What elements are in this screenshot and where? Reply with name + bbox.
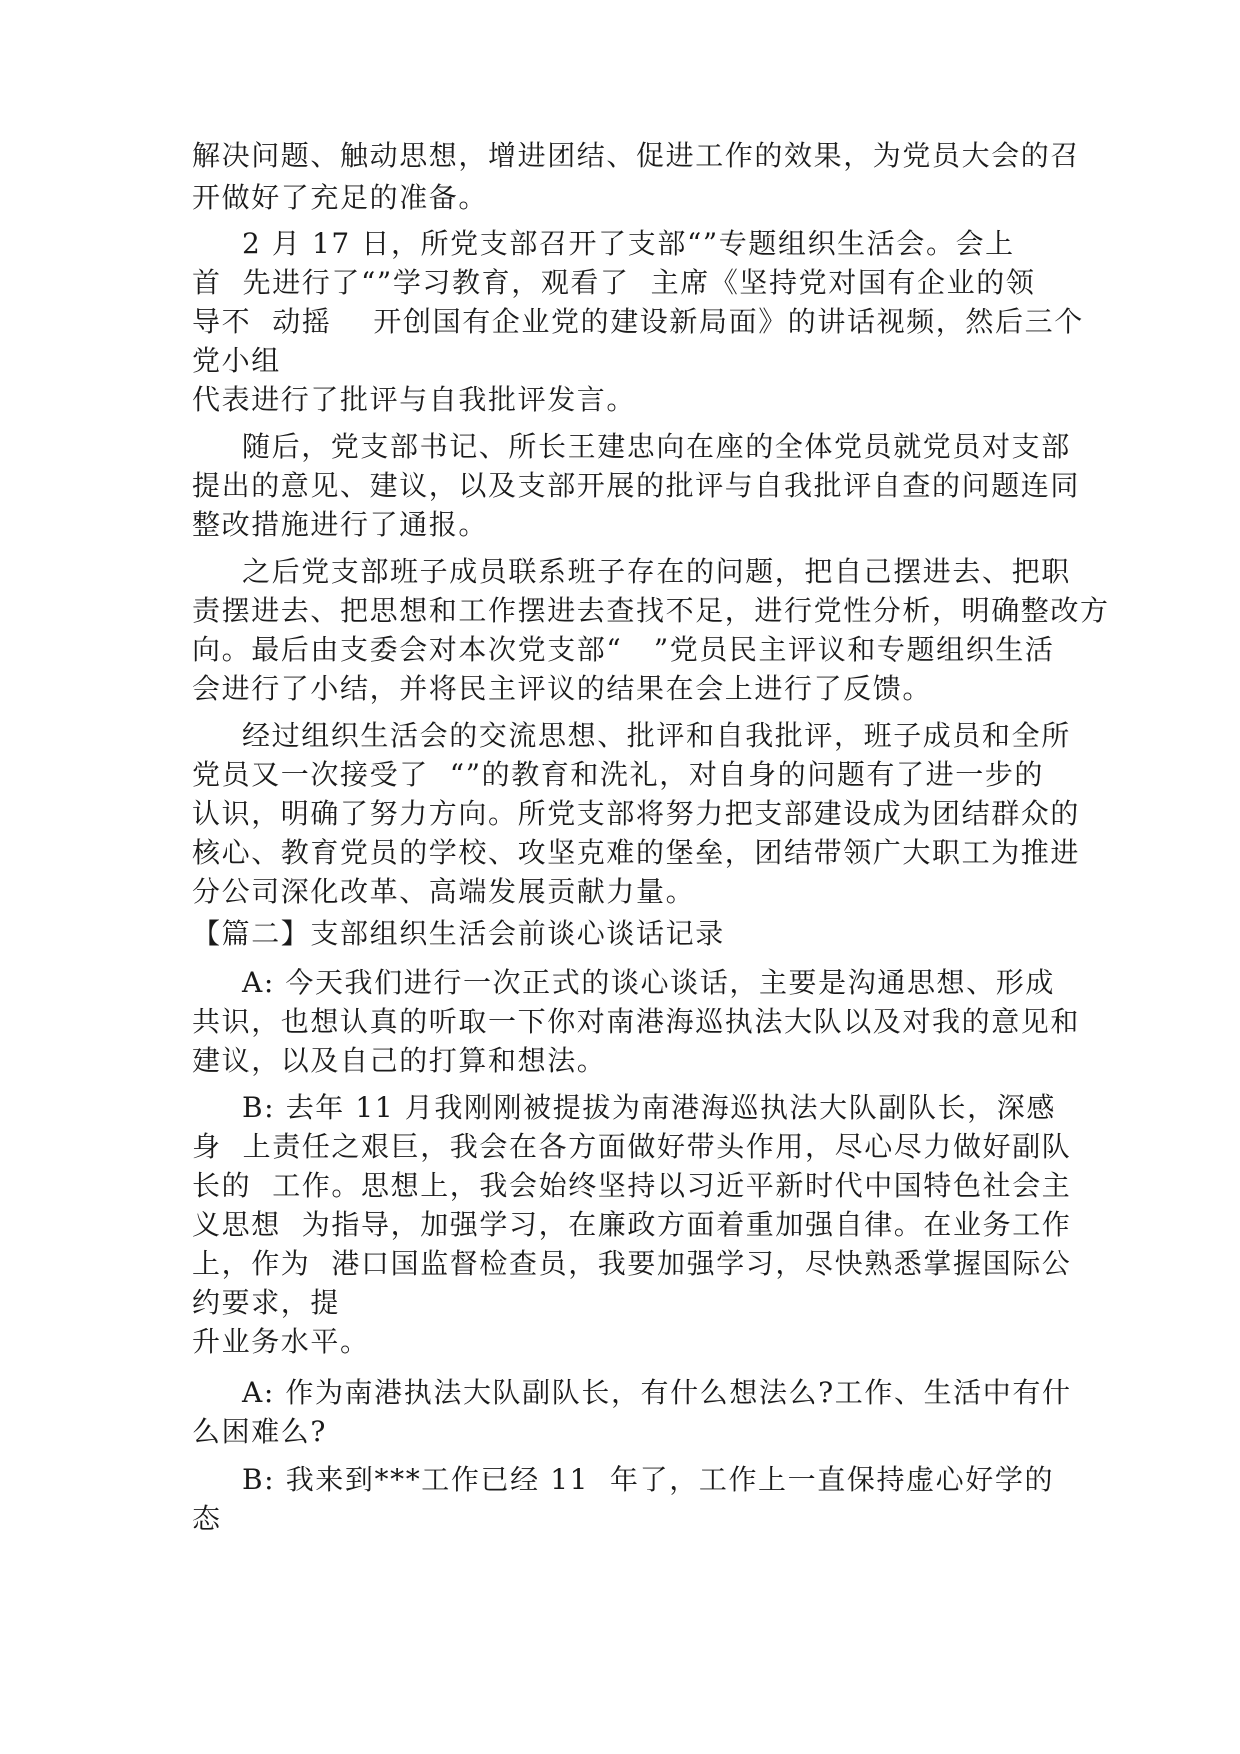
text-line: 责摆进去、把思想和工作摆进去查找不足，进行党性分析，明确整改方 (192, 594, 1110, 627)
text-line: 共识，也想认真的听取一下你对南港海巡执法大队以及对我的意见和 (192, 1005, 1081, 1038)
text-line: 导不 动摇 开创国有企业党的建设新局面》的讲话视频，然后三个 (192, 305, 1084, 338)
text-line: 么困难么? (192, 1415, 328, 1448)
text-line: 态 (192, 1502, 222, 1535)
text-line: 分公司深化改革、高端发展贡献力量。 (192, 875, 696, 908)
text-line: 义思想 为指导，加强学习，在廉政方面着重加强自律。在业务工作 (192, 1208, 1072, 1241)
text-line: 提出的意见、建议，以及支部开展的批评与自我批评自查的问题连同 (192, 469, 1081, 502)
text-line: 上，作为 港口国监督检查员，我要加强学习，尽快熟悉掌握国际公 (192, 1247, 1072, 1280)
text-line: 核心、教育党员的学校、攻坚克难的堡垒，团结带领广大职工为推进 (192, 836, 1081, 869)
text-line: 会进行了小结，并将民主评议的结果在会上进行了反馈。 (192, 672, 933, 705)
text-line: 开做好了充足的准备。 (192, 181, 489, 214)
text-line: A: 作为南港执法大队副队长，有什么想法么?工作、生活中有什 (242, 1376, 1072, 1409)
text-line: 解决问题、触动思想，增进团结、促进工作的效果，为党员大会的召 (192, 139, 1081, 172)
text-line: 首 先进行了“”学习教育，观看了 主席《坚持党对国有企业的领 (192, 266, 1036, 299)
text-line: 建议，以及自己的打算和想法。 (192, 1044, 607, 1077)
text-line: 代表进行了批评与自我批评发言。 (192, 383, 637, 416)
text-line: 身 上责任之艰巨，我会在各方面做好带头作用，尽心尽力做好副队 (192, 1130, 1072, 1163)
text-line: 之后党支部班子成员联系班子存在的问题，把自己摆进去、把职 (242, 555, 1071, 588)
text-line: 整改措施进行了通报。 (192, 508, 489, 541)
text-line: 党员又一次接受了 “”的教育和洗礼，对自身的问题有了进一步的 (192, 758, 1045, 791)
text-line: B: 去年 11 月我刚刚被提拔为南港海巡执法大队副队长，深感 (242, 1091, 1056, 1124)
text-line: 长的 工作。思想上，我会始终坚持以习近平新时代中国特色社会主 (192, 1169, 1072, 1202)
text-line: 经过组织生活会的交流思想、批评和自我批评，班子成员和全所 (242, 719, 1071, 752)
text-line: 约要求，提 (192, 1286, 341, 1319)
text-line: B: 我来到***工作已经 11 年了，工作上一直保持虚心好学的 (242, 1463, 1055, 1496)
section-heading: 【篇二】支部组织生活会前谈心谈话记录 (192, 917, 725, 950)
text-line: A: 今天我们进行一次正式的谈心谈话，主要是沟通思想、形成 (242, 966, 1055, 999)
text-line: 认识，明确了努力方向。所党支部将努力把支部建设成为团结群众的 (192, 797, 1081, 830)
text-line: 2 月 17 日，所党支部召开了支部“”专题组织生活会。会上 (242, 227, 1015, 260)
text-line: 向。最后由支委会对本次党支部“ ”党员民主评议和专题组织生活 (192, 633, 1055, 666)
text-line: 随后，党支部书记、所长王建忠向在座的全体党员就党员对支部 (242, 430, 1071, 463)
text-line: 升业务水平。 (192, 1325, 370, 1358)
text-line: 党小组 (192, 344, 281, 377)
